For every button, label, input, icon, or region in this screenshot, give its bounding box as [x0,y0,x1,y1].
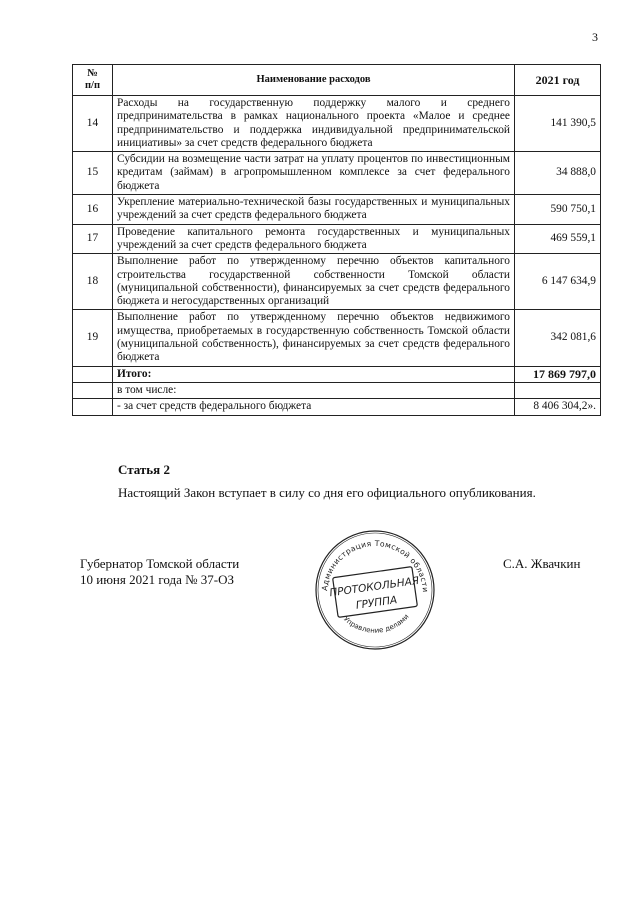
row-name: Выполнение работ по утвержденному перечню объектов недвижимого имущества, приобретаемых в государственную собственность Томской области (муниципальной собственность), финансируемых за счет средств федерального бюджета [113,310,515,366]
row-name: Проведение капитального ремонта государственных и муниципальных учреждений за счет средств федерального бюджета [113,224,515,254]
row-number: 19 [73,310,113,366]
row-sum: 6 147 634,9 [515,254,601,310]
stamp-outer-text: Администрация Томской области [320,538,431,593]
row-name: Субсидии на возмещение части затрат на уплату процентов по инвестиционным кредитам (займам) в агропромышленном комплексе за счет федерального бюджета [113,152,515,195]
article-title: Статья 2 [118,462,170,477]
article-text: Настоящий Закон вступает в силу со дня его официального опубликования. [118,485,536,500]
federal-label: - за счет средств федерального бюджета [113,399,515,415]
table-row [73,224,601,254]
row-number: 17 [73,224,113,254]
table-header-row [73,65,601,96]
table-row [73,310,601,366]
row-number: 14 [73,96,113,152]
row-number: 16 [73,195,113,225]
table-row [73,152,601,195]
federal-row [73,399,601,415]
including-row [73,382,601,398]
stamp-bottom-text: Управление делами [341,612,411,635]
stamp-inner-line1: ПРОТОКОЛЬНАЯ [328,574,420,600]
page-number: 3 [592,30,598,44]
table-row [73,195,601,225]
including-sum-empty [515,382,601,398]
header-number [73,65,113,96]
federal-number-empty [73,399,113,415]
including-label: в том числе: [113,382,515,398]
row-name: Укрепление материально-технической базы государственных и муниципальных учреждений за счет средств федерального бюджета [113,195,515,225]
stamp-inner-line2: ГРУППА [355,594,398,612]
total-sum: 17 869 797,0 [515,366,601,382]
table-row [73,96,601,152]
row-number: 15 [73,152,113,195]
row-sum: 590 750,1 [515,195,601,225]
row-number: 18 [73,254,113,310]
row-sum: 469 559,1 [515,224,601,254]
federal-sum: 8 406 304,2». [515,399,601,415]
protocol-group-stamp [313,528,437,652]
total-number-empty [73,366,113,382]
total-row [73,366,601,382]
row-sum: 342 081,6 [515,310,601,366]
law-date: 10 июня 2021 года № 37-ОЗ [80,572,235,587]
header-name: Наименование расходов [113,65,515,96]
row-sum: 34 888,0 [515,152,601,195]
governor-title: Губернатор Томской области [80,556,240,571]
row-name: Выполнение работ по утвержденному перечню объектов капитального строительства государственной собственности Томской области (муниципальной собственности), финансируемых за счет средств федерального бюджета и негосударственных организаций [113,254,515,310]
expenses-table [72,64,601,416]
header-number-text: № п/п [84,68,101,91]
row-name: Расходы на государственную поддержку малого и среднего предпринимательства в рамках национального проекта «Малое и среднее предпринимательство и поддержка индивидуальной предпринимательской инициативы» за счет средств федерального бюджета [113,96,515,152]
row-sum: 141 390,5 [515,96,601,152]
including-number-empty [73,382,113,398]
header-sum: 2021 год [515,65,601,96]
total-label: Итого: [113,366,515,382]
table-row [73,254,601,310]
governor-name: С.А. Жвачкин [503,556,581,571]
